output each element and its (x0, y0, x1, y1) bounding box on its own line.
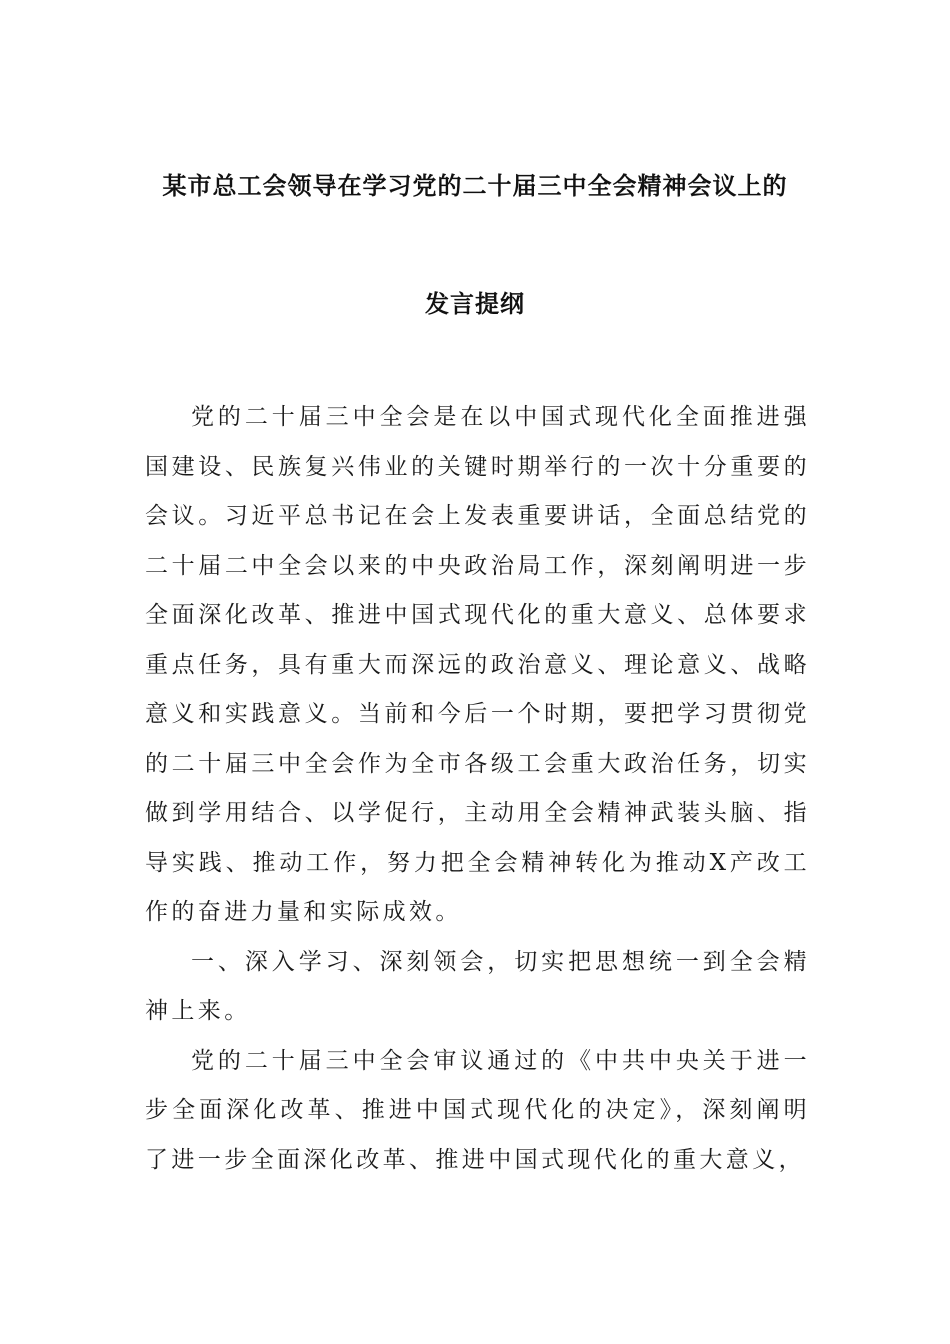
section-heading-1: 一、深入学习、深刻领会，切实把思想统一到全会精神上来。 (145, 948, 810, 1024)
paragraph-intro: 党的二十届三中全会是在以中国式现代化全面推进强国建设、民族复兴伟业的关键时期举行的一次十分重要的会议。习近平总书记在会上发表重要讲话，全面总结党的二十届二中全会以来的中央政治局工作，深刻阐明进一步全面深化改革、推进中国式现代化的重大意义、总体要求重点任务，具有重大而深远的政治意义、理论意义、战略意义和实践意义。当前和今后一个时期，要把学习贯彻党的二十届三中全会作为全市各级工会重大政治任务，切实做到学用结合、以学促行，主动用全会精神武装头脑、指导实践、推动工作，努力把全会精神转化为推动X产改工作的奋进力量和实际成效。 (145, 404, 810, 925)
document-body (145, 393, 810, 1185)
document-title-line-2: 发言提纲 (425, 289, 525, 318)
paragraph-section-1: 党的二十届三中全会审议通过的《中共中央关于进一步全面深化改革、推进中国式现代化的决定》，深刻阐明了进一步全面深化改革、推进中国式现代化的重大意义， (145, 1047, 810, 1173)
document-title-line-1: 某市总工会领导在学习党的二十届三中全会精神会议上的 (162, 171, 788, 200)
